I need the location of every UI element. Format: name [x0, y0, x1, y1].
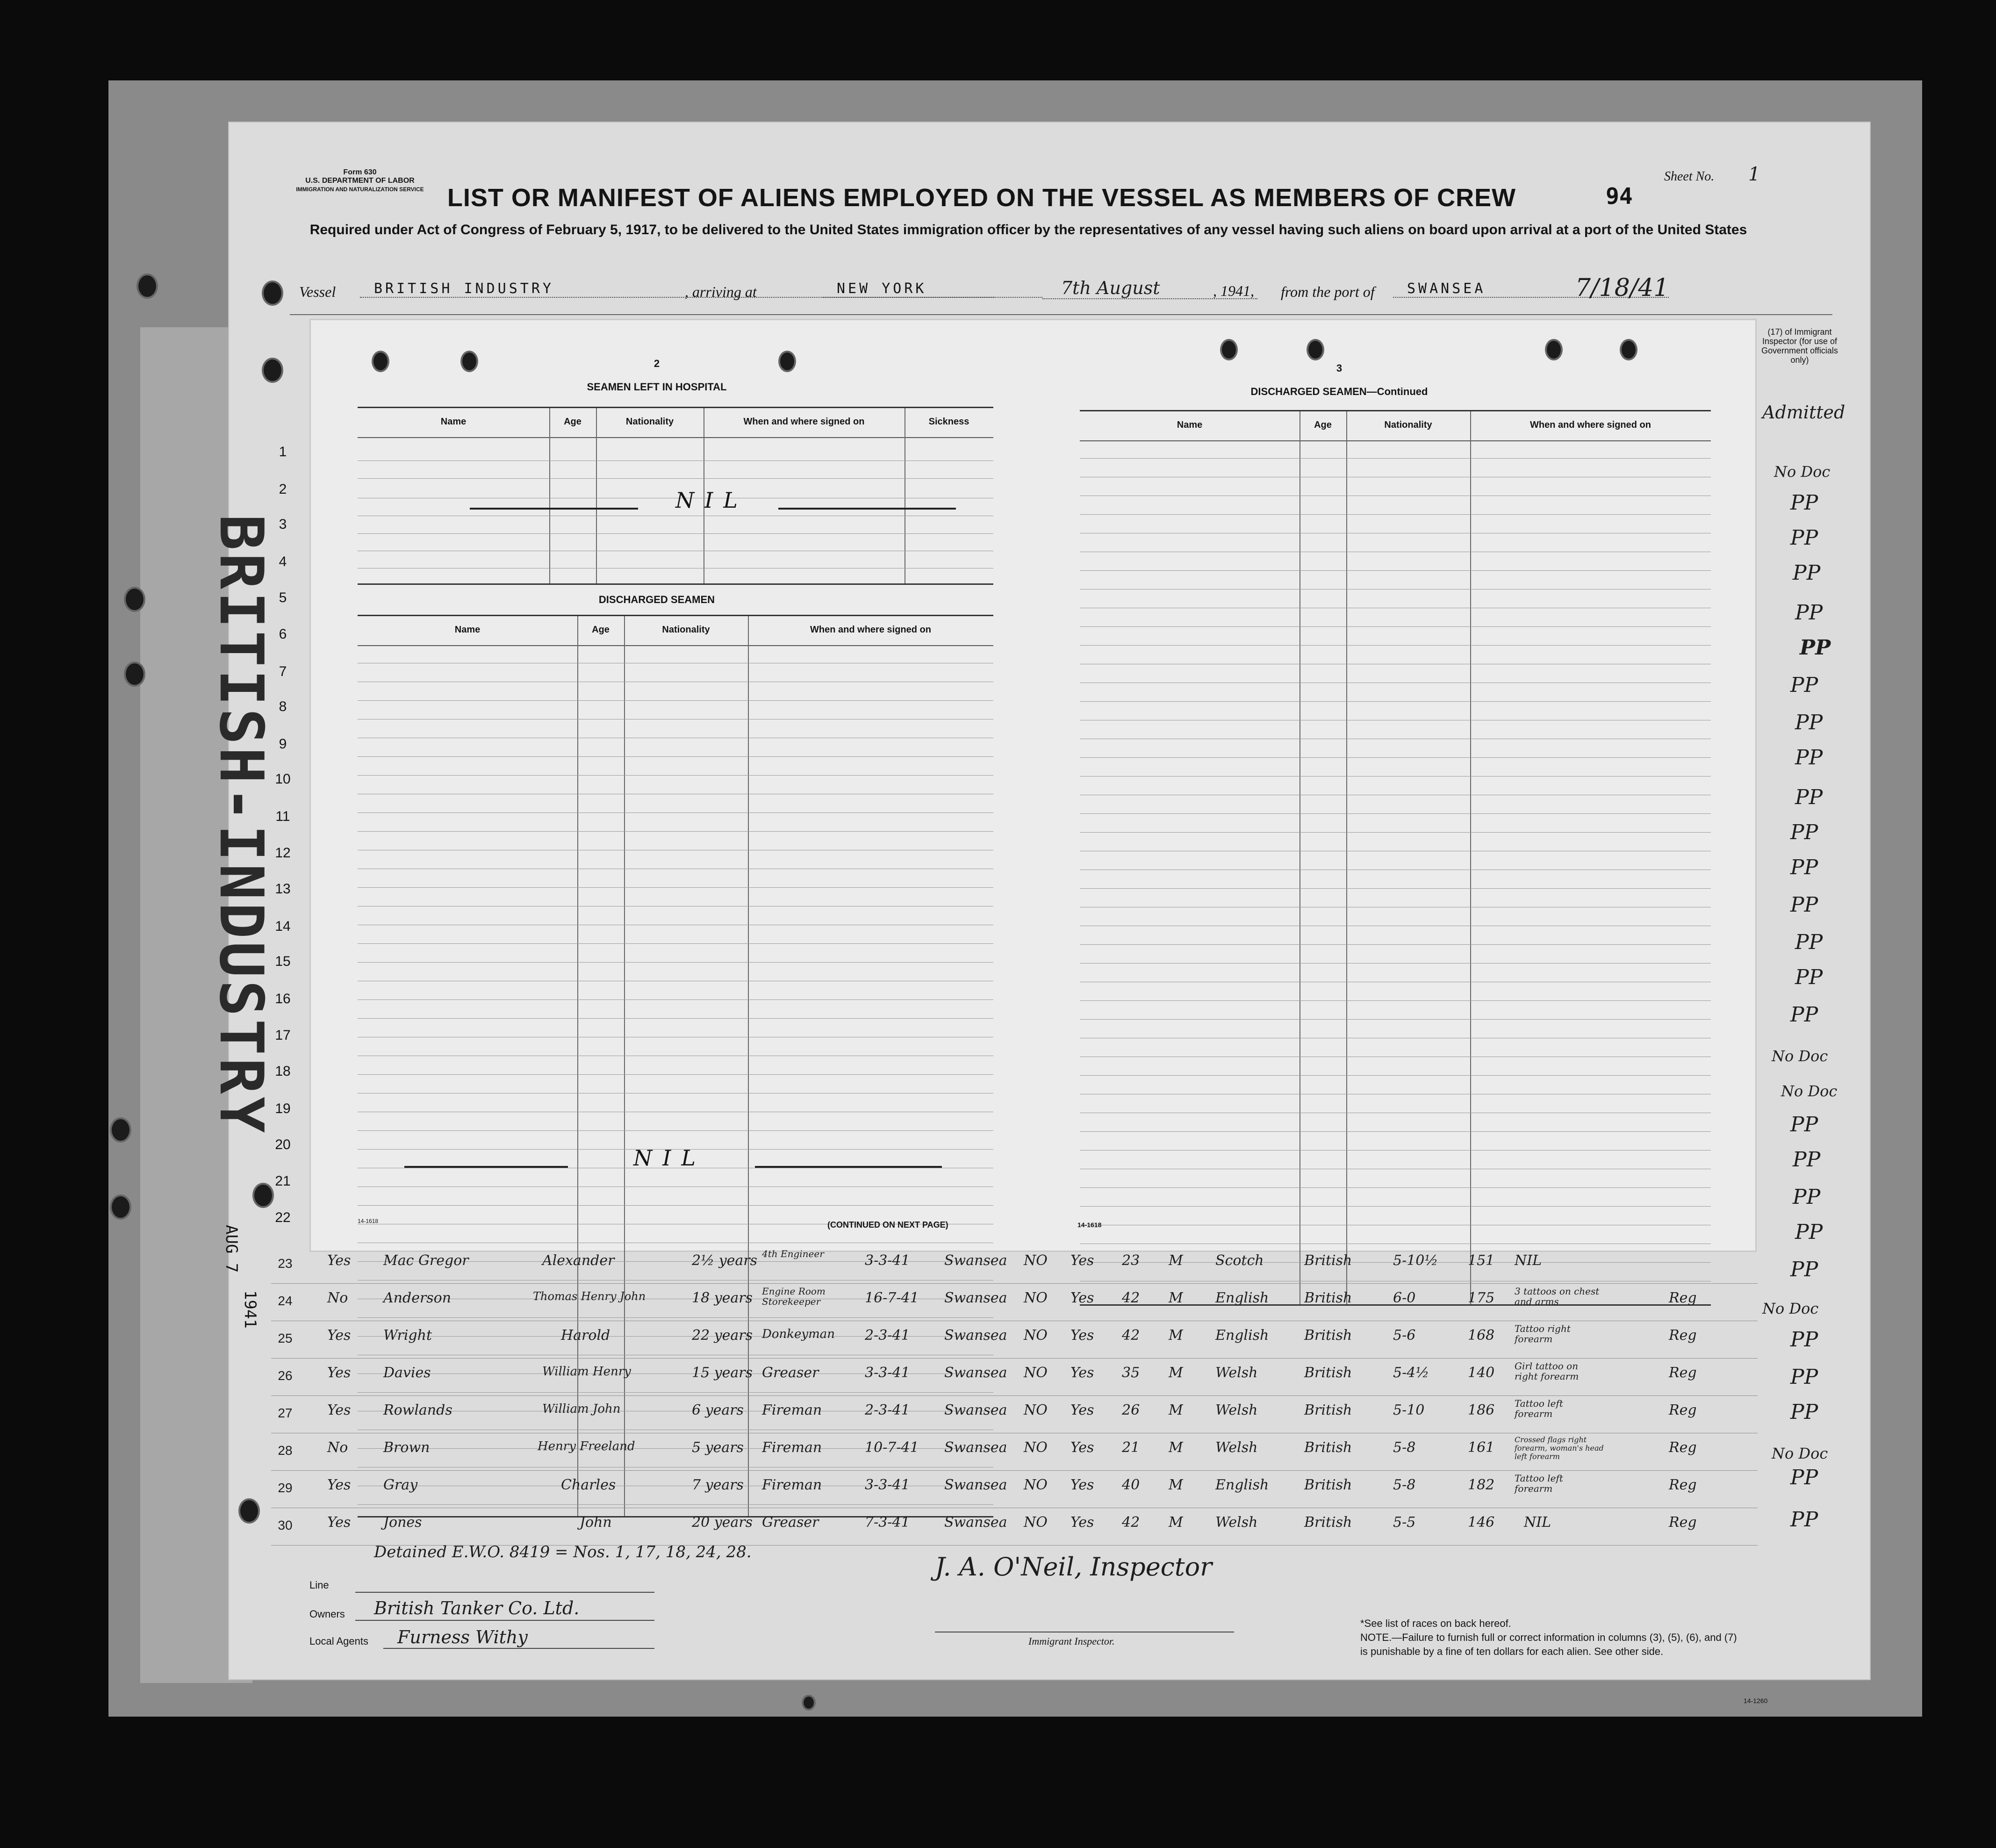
- surname: Wright: [383, 1327, 432, 1344]
- arrival-year-value: , 1941,: [1213, 282, 1254, 299]
- weight: 168: [1468, 1327, 1495, 1344]
- penalty-note-continued: is punishable by a fine of ten dollars for each alien. See other side.: [1360, 1646, 1664, 1657]
- signed-place: Swansea: [944, 1290, 1007, 1306]
- inspector-mark: PP: [1800, 636, 1831, 660]
- height: 5-10: [1393, 1402, 1425, 1418]
- admitted-mark: Admitted: [1762, 402, 1845, 423]
- inspector-mark: No Doc: [1772, 1047, 1828, 1065]
- row-number: 1: [279, 444, 287, 460]
- inspector-mark: PP: [1793, 1148, 1821, 1172]
- signed-date: 10-7-41: [865, 1439, 919, 1456]
- identifying-marks: Tattoo right forearm: [1515, 1323, 1571, 1345]
- punch-hole-icon: [372, 351, 389, 372]
- register-mark: Reg: [1669, 1290, 1697, 1306]
- crew-row: [271, 1470, 1758, 1508]
- position: Greaser: [762, 1514, 819, 1531]
- inspector-mark: PP: [1790, 1328, 1818, 1352]
- inspector-mark: PP: [1795, 601, 1823, 625]
- position: Donkeyman: [762, 1327, 835, 1341]
- punch-hole-icon: [238, 1498, 260, 1524]
- inspector-mark: PP: [1795, 746, 1823, 769]
- given-name: William John: [542, 1402, 621, 1416]
- crew-row: [271, 1508, 1758, 1546]
- row-number: 3: [279, 517, 287, 532]
- page-title: LIST OR MANIFEST OF ALIENS EMPLOYED ON THE VESSEL AS MEMBERS OF CREW: [447, 184, 1516, 212]
- identifying-marks: Girl tattoo on right forearm: [1515, 1360, 1579, 1382]
- row-number: 29: [278, 1481, 293, 1495]
- department-name: U.S. DEPARTMENT OF LABOR: [305, 177, 415, 185]
- surname: Anderson: [383, 1290, 452, 1306]
- register-mark: Reg: [1669, 1514, 1697, 1531]
- sex: M: [1169, 1365, 1183, 1381]
- hospital-header-name: Name: [440, 417, 467, 427]
- continued-header-signed-on: When and where signed on: [1530, 420, 1651, 430]
- register-mark: Reg: [1669, 1477, 1697, 1493]
- age: 42: [1122, 1514, 1140, 1531]
- section-2-number: 2: [653, 358, 660, 369]
- row-number: 8: [279, 699, 287, 714]
- overlay-form-code-left: 14-1618: [358, 1218, 379, 1224]
- row-number: 17: [275, 1028, 291, 1043]
- literate: Yes: [327, 1252, 351, 1269]
- literate: Yes: [327, 1365, 351, 1381]
- form-number: Form 630: [343, 168, 377, 176]
- departure-port-value: SWANSEA: [1393, 280, 1669, 298]
- inspector-mark: PP: [1795, 930, 1823, 954]
- crew-row: [271, 1395, 1758, 1433]
- identifying-marks: 3 tattoos on chest and arms: [1515, 1286, 1600, 1307]
- section-2-title: SEAMEN LEFT IN HOSPITAL: [587, 381, 727, 393]
- paid: Yes: [1070, 1252, 1094, 1269]
- punch-hole-icon: [124, 662, 145, 687]
- bottom-form-code: 14-1260: [1744, 1697, 1768, 1704]
- owners-field: [355, 1620, 654, 1621]
- overlay-form-code: 14-1618: [1077, 1221, 1102, 1229]
- arrival-date-value: 7th August: [1042, 278, 1257, 299]
- weight: 161: [1468, 1439, 1495, 1456]
- crew-row: [271, 1246, 1758, 1284]
- service-length: 5 years: [692, 1439, 744, 1456]
- weight: 146: [1468, 1514, 1495, 1531]
- signed-place: Swansea: [944, 1402, 1007, 1418]
- given-name: John: [580, 1514, 612, 1531]
- given-name: William Henry: [542, 1365, 631, 1379]
- inspector-mark: No Doc: [1781, 1082, 1838, 1100]
- sex: M: [1169, 1477, 1183, 1493]
- race: Welsh: [1215, 1514, 1258, 1531]
- literate: Yes: [327, 1477, 351, 1493]
- vessel-name-value: BRITISH INDUSTRY: [360, 280, 996, 298]
- age: 26: [1122, 1402, 1140, 1418]
- inspector-mark: PP: [1790, 1466, 1818, 1489]
- height: 5-5: [1393, 1514, 1416, 1531]
- signed-place: Swansea: [944, 1365, 1007, 1381]
- discharged: NO: [1024, 1365, 1048, 1381]
- hospital-table: [358, 407, 993, 585]
- inspector-mark: PP: [1790, 1258, 1818, 1281]
- vessel-label: Vessel: [299, 283, 336, 300]
- weight: 140: [1468, 1365, 1495, 1381]
- detained-note: Detained E.W.O. 8419 = Nos. 1, 17, 18, 24, 28.: [374, 1543, 752, 1561]
- literate: Yes: [327, 1327, 351, 1344]
- sex: M: [1169, 1327, 1183, 1344]
- discharged: NO: [1024, 1477, 1048, 1493]
- position: Engine Room Storekeeper: [762, 1286, 826, 1307]
- continued-header-nationality: Nationality: [1384, 420, 1432, 430]
- given-name: Henry Freeland: [538, 1439, 635, 1453]
- height: 5-8: [1393, 1439, 1416, 1456]
- punch-hole-icon: [110, 1117, 131, 1143]
- penalty-note: NOTE.—Failure to furnish full or correct information in columns (3), (5), (6), and (7): [1360, 1632, 1737, 1643]
- signed-place: Swansea: [944, 1327, 1007, 1344]
- arrival-port-value: NEW YORK: [823, 280, 1042, 298]
- age: 21: [1122, 1439, 1140, 1456]
- signed-place: Swansea: [944, 1439, 1007, 1456]
- inspector-mark: PP: [1795, 785, 1823, 809]
- inspector-mark: PP: [1790, 1113, 1818, 1136]
- signed-date: 3-3-41: [865, 1365, 910, 1381]
- paid: Yes: [1070, 1514, 1094, 1531]
- crew-row: [271, 1358, 1758, 1396]
- surname: Mac Gregor: [383, 1252, 469, 1269]
- weight: 175: [1468, 1290, 1495, 1306]
- row-number: 27: [278, 1406, 293, 1420]
- page-subtitle: Required under Act of Congress of February 5, 1917, to be delivered to the United States immigration officer by the representatives of any vessel having such aliens on board upon arrival at a port of the United States: [309, 222, 1747, 237]
- paid: Yes: [1070, 1327, 1094, 1344]
- signed-date: 7-3-41: [865, 1514, 910, 1531]
- crew-row: [271, 1321, 1758, 1359]
- inspector-mark: PP: [1790, 893, 1818, 917]
- discharged: NO: [1024, 1402, 1048, 1418]
- section-3-title: DISCHARGED SEAMEN—Continued: [1250, 386, 1428, 397]
- punch-hole-icon: [110, 1194, 131, 1220]
- overlay-continuation-sheet: [311, 320, 1755, 1251]
- inspector-mark: PP: [1795, 711, 1823, 734]
- age: 35: [1122, 1365, 1140, 1381]
- inspector-mark: PP: [1790, 1400, 1818, 1424]
- service-length: 15 years: [692, 1365, 753, 1381]
- row-number: 21: [275, 1173, 291, 1189]
- literate: No: [327, 1290, 348, 1306]
- inspector-mark: PP: [1790, 1003, 1818, 1027]
- sex: M: [1169, 1439, 1183, 1456]
- inspector-mark: PP: [1790, 820, 1818, 844]
- punch-hole-icon: [1220, 339, 1238, 360]
- column-17-header: (17) of Immigrant Inspector (for use of Government officials only): [1761, 327, 1838, 365]
- surname: Jones: [383, 1514, 422, 1531]
- inspector-mark: No Doc: [1774, 463, 1831, 481]
- height: 5-10½: [1393, 1252, 1438, 1269]
- local-agents-field: [383, 1648, 654, 1649]
- row-number: 24: [278, 1294, 293, 1308]
- discharged: NO: [1024, 1290, 1048, 1306]
- inspector-mark: No Doc: [1772, 1445, 1828, 1462]
- inspector-mark: PP: [1795, 965, 1823, 989]
- row-number: 28: [278, 1443, 293, 1458]
- inspector-mark: PP: [1790, 1365, 1818, 1389]
- signed-place: Swansea: [944, 1477, 1007, 1493]
- row-number: 16: [275, 991, 291, 1007]
- row-number: 9: [279, 736, 287, 752]
- paid: Yes: [1070, 1290, 1094, 1306]
- row-number: 30: [278, 1518, 293, 1532]
- service-length: 6 years: [692, 1402, 744, 1418]
- punch-hole-icon: [124, 587, 145, 612]
- discharged: NO: [1024, 1252, 1048, 1269]
- crew-row: [271, 1433, 1758, 1471]
- nationality: British: [1304, 1402, 1352, 1418]
- nationality: British: [1304, 1327, 1352, 1344]
- stamp-date: AUG 7: [222, 1225, 241, 1273]
- literate: Yes: [327, 1514, 351, 1531]
- sex: M: [1169, 1252, 1183, 1269]
- nationality: British: [1304, 1252, 1352, 1269]
- punch-hole-icon: [802, 1695, 816, 1711]
- nationality: British: [1304, 1477, 1352, 1493]
- stamp-year: 1941: [241, 1290, 259, 1329]
- row-number: 11: [275, 809, 290, 824]
- punch-hole-icon: [1307, 339, 1324, 360]
- punch-hole-icon: [778, 351, 796, 372]
- register-mark: Reg: [1669, 1439, 1697, 1456]
- row-number: 26: [278, 1368, 293, 1383]
- discharged-header-age: Age: [592, 625, 610, 635]
- race: English: [1215, 1290, 1269, 1306]
- signed-date: 2-3-41: [865, 1402, 910, 1418]
- service-name: IMMIGRATION AND NATURALIZATION SERVICE: [296, 186, 424, 193]
- hospital-header-sickness: Sickness: [928, 417, 969, 427]
- inspector-mark: PP: [1790, 491, 1818, 515]
- vessel-line: [276, 274, 1725, 309]
- local-agents-value: Furness Withy: [397, 1627, 528, 1647]
- identifying-marks: NIL: [1524, 1514, 1551, 1531]
- service-length: 20 years: [692, 1514, 753, 1531]
- register-mark: Reg: [1669, 1402, 1697, 1418]
- row-number: 18: [275, 1064, 291, 1079]
- discharged: NO: [1024, 1327, 1048, 1344]
- inspector-signature: J. A. O'Neil, Inspector: [935, 1552, 1212, 1582]
- stamp-vessel-name: BRITISH-INDUSTRY: [206, 514, 276, 1136]
- sex: M: [1169, 1514, 1183, 1531]
- sex: M: [1169, 1402, 1183, 1418]
- signed-date: 3-3-41: [865, 1252, 910, 1269]
- inspector-mark: No Doc: [1762, 1300, 1819, 1317]
- continued-note: (CONTINUED ON NEXT PAGE): [827, 1220, 948, 1230]
- sheet-number-value: 1: [1748, 164, 1760, 185]
- signed-date: 16-7-41: [865, 1290, 919, 1306]
- punch-hole-icon: [1545, 339, 1563, 360]
- position: Greaser: [762, 1365, 819, 1381]
- given-name: Thomas Henry John: [533, 1290, 646, 1303]
- nationality: British: [1304, 1365, 1352, 1381]
- page-number-stamp: 94: [1606, 183, 1633, 209]
- paid: Yes: [1070, 1477, 1094, 1493]
- punch-hole-icon: [136, 273, 158, 299]
- given-name: Charles: [561, 1477, 616, 1493]
- punch-hole-icon: [1620, 339, 1637, 360]
- races-note: *See list of races on back hereof.: [1360, 1618, 1511, 1629]
- position: Fireman: [762, 1439, 822, 1456]
- height: 5-6: [1393, 1327, 1416, 1344]
- row-number: 25: [278, 1331, 293, 1345]
- weight: 182: [1468, 1477, 1495, 1493]
- signed-date: 2-3-41: [865, 1327, 910, 1344]
- arriving-label: , arriving at: [685, 283, 757, 300]
- punch-hole-icon: [460, 351, 478, 372]
- given-name: Alexander: [542, 1252, 615, 1269]
- position: Fireman: [762, 1402, 822, 1418]
- discharged-title: DISCHARGED SEAMEN: [598, 594, 715, 605]
- literate: No: [327, 1439, 348, 1456]
- from-port-label: from the port of: [1281, 283, 1375, 300]
- discharged: NO: [1024, 1439, 1048, 1456]
- row-number: 19: [275, 1101, 291, 1116]
- race: Scotch: [1215, 1252, 1264, 1269]
- register-mark: Reg: [1669, 1327, 1697, 1344]
- punch-hole-icon: [262, 358, 283, 383]
- immigrant-inspector-label: Immigrant Inspector.: [1028, 1635, 1115, 1647]
- owners-label: Owners: [309, 1608, 345, 1620]
- nationality: British: [1304, 1514, 1352, 1531]
- row-number: 2: [279, 482, 287, 497]
- age: 42: [1122, 1327, 1140, 1344]
- inspector-mark: PP: [1790, 1508, 1818, 1532]
- paid: Yes: [1070, 1402, 1094, 1418]
- discharged-header-nationality: Nationality: [662, 625, 710, 635]
- row-number: 22: [275, 1210, 291, 1225]
- discharged-header-name: Name: [454, 625, 481, 635]
- position: 4th Engineer: [762, 1248, 824, 1259]
- discharged-continued-table: [1080, 410, 1711, 1306]
- identifying-marks: Tattoo left forearm: [1515, 1398, 1563, 1419]
- inspector-mark: PP: [1790, 526, 1818, 550]
- identifying-marks: NIL: [1515, 1252, 1542, 1269]
- sheet-number-label: Sheet No.: [1664, 169, 1715, 184]
- signed-place: Swansea: [944, 1252, 1007, 1269]
- row-number: 6: [279, 626, 287, 642]
- inspector-mark: PP: [1790, 856, 1818, 879]
- service-length: 2½ years: [692, 1252, 758, 1269]
- weight: 151: [1468, 1252, 1495, 1269]
- height: 5-4½: [1393, 1365, 1429, 1381]
- signed-place: Swansea: [944, 1514, 1007, 1531]
- literate: Yes: [327, 1402, 351, 1418]
- surname: Rowlands: [383, 1402, 452, 1418]
- hospital-nil-entry: NIL: [675, 488, 748, 513]
- nationality: British: [1304, 1290, 1352, 1306]
- crew-row: [271, 1283, 1758, 1321]
- race: English: [1215, 1327, 1269, 1344]
- row-number: 5: [279, 590, 287, 605]
- weight: 186: [1468, 1402, 1495, 1418]
- race: Welsh: [1215, 1365, 1258, 1381]
- inspector-mark: PP: [1793, 561, 1821, 585]
- row-number: 7: [279, 664, 287, 679]
- inspector-mark: PP: [1790, 673, 1818, 697]
- line-field: [355, 1592, 654, 1593]
- row-number: 23: [278, 1256, 293, 1271]
- discharged: NO: [1024, 1514, 1048, 1531]
- service-length: 7 years: [692, 1477, 744, 1493]
- surname: Davies: [383, 1365, 431, 1381]
- row-number: 15: [275, 954, 291, 969]
- race: English: [1215, 1477, 1269, 1493]
- continued-header-age: Age: [1314, 420, 1332, 430]
- nationality: British: [1304, 1439, 1352, 1456]
- race: Welsh: [1215, 1402, 1258, 1418]
- hospital-header-age: Age: [564, 417, 582, 427]
- row-number: 10: [275, 771, 291, 787]
- service-length: 18 years: [692, 1290, 753, 1306]
- vessel-name-stamp: [206, 514, 285, 1225]
- local-agents-label: Local Agents: [309, 1635, 368, 1647]
- height: 6-0: [1393, 1290, 1416, 1306]
- inspector-mark: PP: [1795, 1220, 1823, 1244]
- paid: Yes: [1070, 1439, 1094, 1456]
- age: 23: [1122, 1252, 1140, 1269]
- paid: Yes: [1070, 1365, 1094, 1381]
- section-3-number: 3: [1336, 362, 1343, 374]
- height: 5-8: [1393, 1477, 1416, 1493]
- row-number: 13: [275, 881, 291, 897]
- register-mark: Reg: [1669, 1365, 1697, 1381]
- service-length: 22 years: [692, 1327, 753, 1344]
- position: Fireman: [762, 1477, 822, 1493]
- surname: Brown: [383, 1439, 430, 1456]
- signed-date: 3-3-41: [865, 1477, 910, 1493]
- inspector-mark: PP: [1793, 1185, 1821, 1209]
- age: 42: [1122, 1290, 1140, 1306]
- identifying-marks: Tattoo left forearm: [1515, 1473, 1563, 1494]
- row-number: 20: [275, 1137, 291, 1152]
- identifying-marks: Crossed flags right forearm, woman's head left forearm: [1515, 1435, 1604, 1461]
- sex: M: [1169, 1290, 1183, 1306]
- discharged-nil-entry: NIL: [633, 1145, 706, 1171]
- departure-date-value: 7/18/41: [1575, 274, 1669, 302]
- race: Welsh: [1215, 1439, 1258, 1456]
- line-label: Line: [309, 1579, 329, 1591]
- row-number: 14: [275, 919, 291, 934]
- continued-header-name: Name: [1177, 420, 1203, 430]
- owners-value: British Tanker Co. Ltd.: [374, 1598, 580, 1618]
- surname: Gray: [383, 1477, 418, 1493]
- hospital-header-nationality: Nationality: [625, 417, 674, 427]
- age: 40: [1122, 1477, 1140, 1493]
- discharged-header-signed-on: When and where signed on: [810, 625, 931, 635]
- row-number: 12: [275, 845, 291, 861]
- given-name: Harold: [561, 1327, 610, 1344]
- row-number: 4: [279, 554, 287, 569]
- hospital-header-signed-on: When and where signed on: [743, 417, 865, 427]
